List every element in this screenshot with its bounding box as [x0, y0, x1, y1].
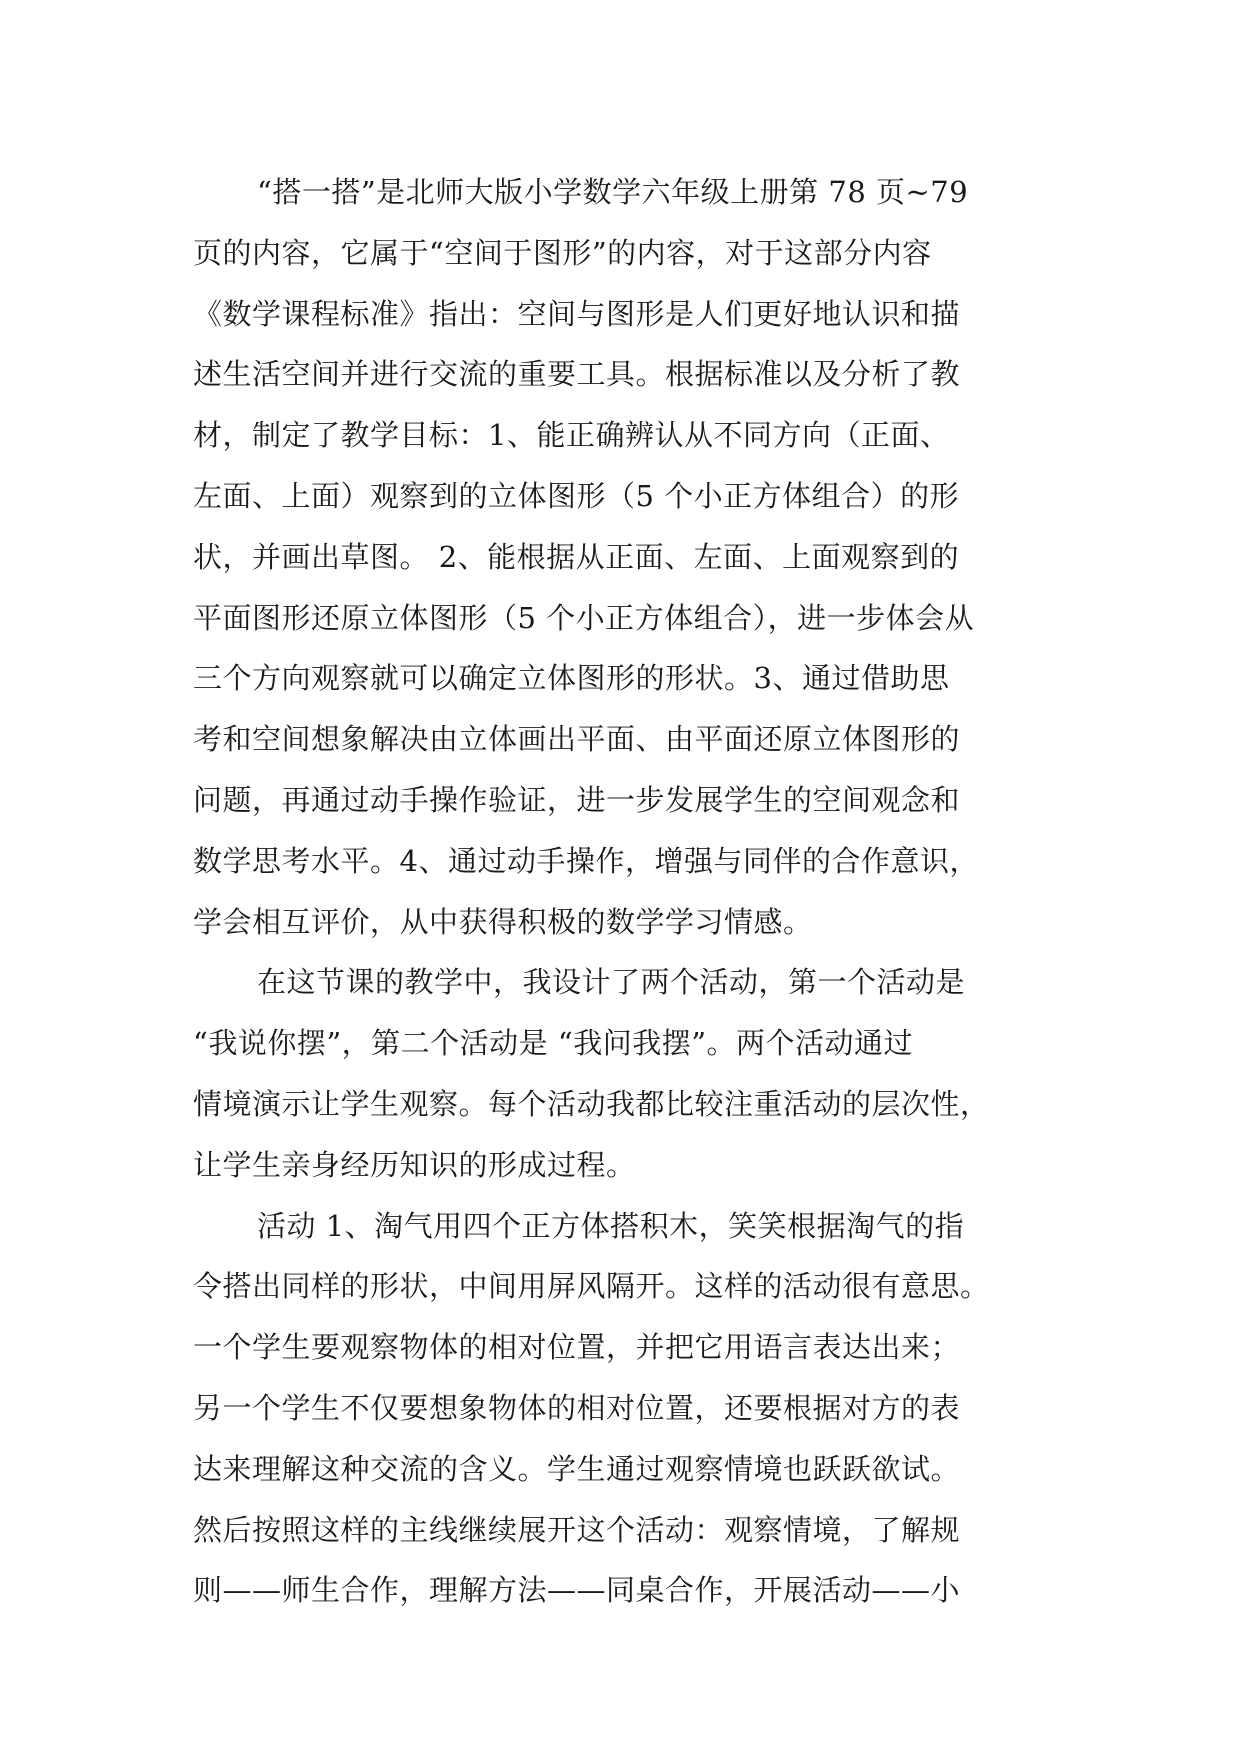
text-line: 考和空间想象解决由立体画出平面、由平面还原立体图形的 [193, 722, 961, 757]
text-line: 页的内容，它属于“空间于图形”的内容，对于这部分内容 [193, 235, 932, 270]
text-line: 问题，再通过动手操作验证，进一步发展学生的空间观念和 [193, 782, 961, 817]
text-line: “我说你摆”，第二个活动是 “我问我摆”。两个活动通过 [193, 1026, 914, 1061]
text-line: “搭一搭”是北师大版小学数学六年级上册第 78 页~79 [257, 175, 969, 209]
text-line: 让学生亲身经历知识的形成过程。 [193, 1147, 636, 1182]
text-line: 活动 1、淘气用四个正方体搭积木，笑笑根据淘气的指 [257, 1208, 965, 1243]
paragraph-3 [193, 1196, 1073, 1622]
text-line: 左面、上面）观察到的立体图形（5 个小正方体组合）的形 [193, 478, 960, 513]
text-line: 令搭出同样的形状，中间用屏风隔开。这样的活动很有意思。 [193, 1269, 990, 1304]
text-line: 则——师生合作，理解方法——同桌合作，开展活动——小 [193, 1573, 961, 1608]
text-line: 述生活空间并进行交流的重要工具。根据标准以及分析了教 [193, 357, 961, 392]
text-line: 《数学课程标准》指出：空间与图形是人们更好地认识和描 [193, 296, 961, 331]
paragraph-1 [193, 162, 1073, 952]
text-line: 状，并画出草图。 2、能根据从正面、左面、上面观察到的 [193, 539, 960, 574]
text-line: 三个方向观察就可以确定立体图形的形状。3、通过借助思 [193, 661, 950, 696]
text-line: 达来理解这种交流的含义。学生通过观察情境也跃跃欲试。 [193, 1451, 961, 1486]
text-line: 平面图形还原立体图形（5 个小正方体组合），进一步体会从 [193, 600, 975, 635]
text-line: 另一个学生不仅要想象物体的相对位置，还要根据对方的表 [193, 1390, 961, 1425]
text-line: 学会相互评价，从中获得积极的数学学习情感。 [193, 904, 813, 939]
text-line: 情境演示让学生观察。每个活动我都比较注重活动的层次性， [193, 1086, 990, 1121]
paragraph-2 [193, 952, 1073, 1195]
text-line: 数学思考水平。4、通过动手操作，增强与同伴的合作意识， [193, 843, 979, 878]
text-line: 材，制定了教学目标：1、能正确辨认从不同方向（正面、 [193, 418, 950, 453]
text-line: 一个学生要观察物体的相对位置，并把它用语言表达出来； [193, 1330, 961, 1365]
body-text [193, 162, 1073, 1621]
text-line: 然后按照这样的主线继续展开这个活动：观察情境，了解规 [193, 1512, 961, 1547]
text-line: 在这节课的教学中，我设计了两个活动，第一个活动是 [257, 965, 966, 1000]
